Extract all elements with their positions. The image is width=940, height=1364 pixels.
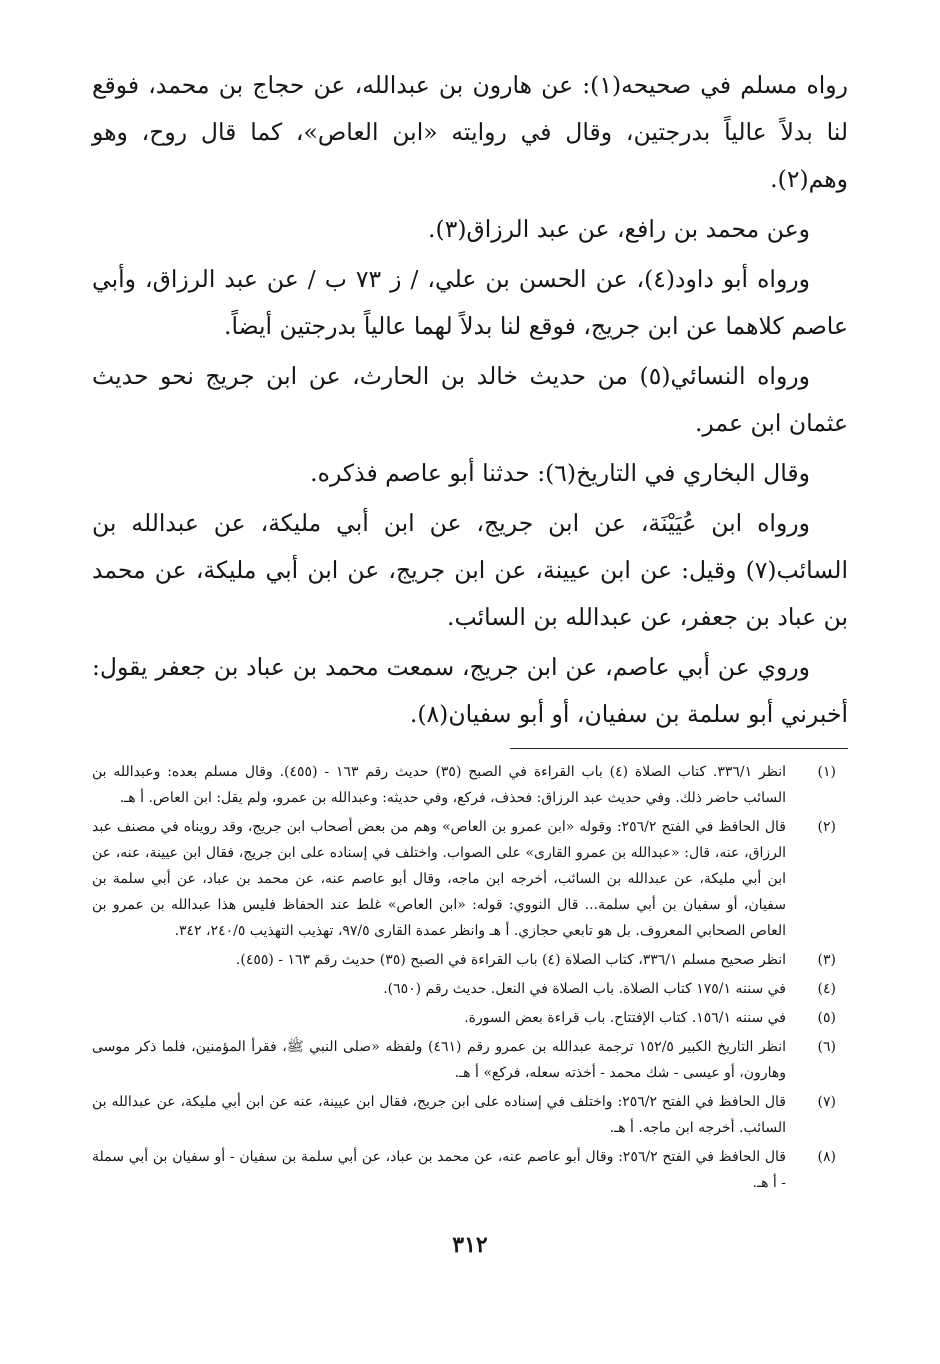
paragraph: وعن محمد بن رافع، عن عبد الرزاق(٣).	[428, 215, 810, 243]
paragraph: وقال البخاري في التاريخ(٦): حدثنا أبو عاصم فذكره.	[310, 459, 810, 487]
footnote-number: (٦)	[817, 1039, 836, 1055]
footnote-number: (٤)	[817, 981, 836, 997]
footnote	[92, 976, 848, 1002]
footnote-number: (٧)	[817, 1094, 836, 1110]
footnote-text: انظر التاريخ الكبير ١٥٢/٥ ترجمة عبدالله بن عمرو رقم (٤٦١) ولفظه «صلى النبي ﷺ، فقرأ المؤمنين، فلما ذكر موسى وهارون، أو عيسى - شك محمد - أخذته سعله، فركع» أ هـ.	[92, 1039, 786, 1081]
footnote-text: قال الحافظ في الفتح ٢٥٦/٢: وقوله «ابن عمرو بن العاص» وهم من بعض أصحاب ابن جريج، وقد رويناه في مصنف عبد الرزاق، عنه، قال: «عبدالله بن عمرو القارى» على الصواب. واختلف في إسناده على ابن جريج، فقال ابن عيينة، عنه، عن ابن أبي مليكة، عن عبدالله بن السائب، أخرجه ابن ماجه، وقال أبو عاصم عنه، عن محمد بن عباد، عن أبي سلمة بن سفيان، أو سفيان بن أبي سلمة... قال النووي: قوله: «ابن العاص» غلط عند الحفاظ فليس هذا عبدالله بن عمرو بن العاص الصحابي المعروف. بل هو تابعي حجازي. أ هـ وانظر عمدة القارى ٩٧/٥، تهذيب التهذيب ٢٤٠/٥، ٣٤٢.	[92, 819, 786, 939]
footnote-text: في سننه ١٥٦/١. كتاب الإفتتاح. باب قراءة بعض السورة.	[464, 1010, 786, 1026]
footnote-text: في سننه ١٧٥/١ كتاب الصلاة. باب الصلاة في النعل. حديث رقم (٦٥٠).	[383, 981, 786, 997]
main-text	[92, 62, 848, 738]
footnote	[92, 759, 848, 811]
paragraph: ورواه ابن عُيَيْنَة، عن ابن جريج، عن ابن أبي مليكة، عن عبدالله بن السائب(٧) وقيل: عن ابن عيينة، عن ابن جريج، عن ابن أبي مليكة، عن محمد بن عباد بن جعفر، عن عبدالله بن السائب.	[92, 509, 848, 631]
footnote-number: (٨)	[817, 1149, 836, 1165]
footnotes	[92, 759, 848, 1196]
footnote-number: (١)	[817, 764, 836, 780]
footnote-text: انظر صحيح مسلم ٣٣٦/١، كتاب الصلاة (٤) باب القراءة في الصبح (٣٥) حديث رقم ١٦٣ - (٤٥٥).	[235, 952, 786, 968]
paragraph: ورواه النسائي(٥) من حديث خالد بن الحارث، عن ابن جريج نحو حديث عثمان ابن عمر.	[92, 362, 848, 437]
footnote-number: (٢)	[817, 819, 836, 835]
footnote	[92, 814, 848, 944]
page-number: ٣١٢	[452, 1232, 488, 1258]
footnote-number: (٥)	[817, 1010, 836, 1026]
paragraph: ورواه أبو داود(٤)، عن الحسن بن علي، / ز ٧٣ ب / عن عبد الرزاق، وأبي عاصم كلاهما عن ابن جريج، فوقع لنا بدلاً لهما عالياً بدرجتين أيضاً.	[92, 265, 848, 340]
footnote-text: انظر ٣٣٦/١. كتاب الصلاة (٤) باب القراءة في الصبح (٣٥) حديث رقم ١٦٣ - (٤٥٥). وقال مسلم بعده: وعبدالله بن السائب حاضر ذلك. وفي حديث عبد الرزاق: فحذف، فركع، وفي حديثه: وعبدالله بن عمرو، ولم يقل: ابن العاص. أ هـ.	[92, 764, 787, 806]
footnote	[92, 1005, 848, 1031]
footnote-text: قال الحافظ في الفتح ٢٥٦/٢: واختلف في إسناده على ابن جريج، فقال ابن عيينة، عنه عن ابن أبي مليكة، عن عبدالله بن السائب. أخرجه ابن ماجه. أ هـ.	[92, 1094, 786, 1136]
paragraph: رواه مسلم في صحيحه(١): عن هارون بن عبدالله، عن حجاج بن محمد، فوقع لنا بدلاً عالياً بدرجتين، وقال في روايته «ابن العاص»، كما قال روح، وهو وهم(٢).	[92, 71, 848, 193]
footnote-number: (٣)	[817, 952, 836, 968]
footnote	[92, 1089, 848, 1141]
footnote	[92, 947, 848, 973]
paragraph: وروي عن أبي عاصم، عن ابن جريج، سمعت محمد بن عباد بن جعفر يقول: أخبرني أبو سلمة بن سفيان، أو أبو سفيان(٨).	[92, 653, 848, 728]
footnote	[92, 1144, 848, 1196]
footnote-divider	[510, 748, 848, 749]
footnote	[92, 1034, 848, 1086]
footnote-text: قال الحافظ في الفتح ٢٥٦/٢: وقال أبو عاصم عنه، عن محمد بن عباد، عن أبي سلمة بن سفيان - أو سفيان بن أبي سملة - أ هـ.	[92, 1149, 786, 1191]
